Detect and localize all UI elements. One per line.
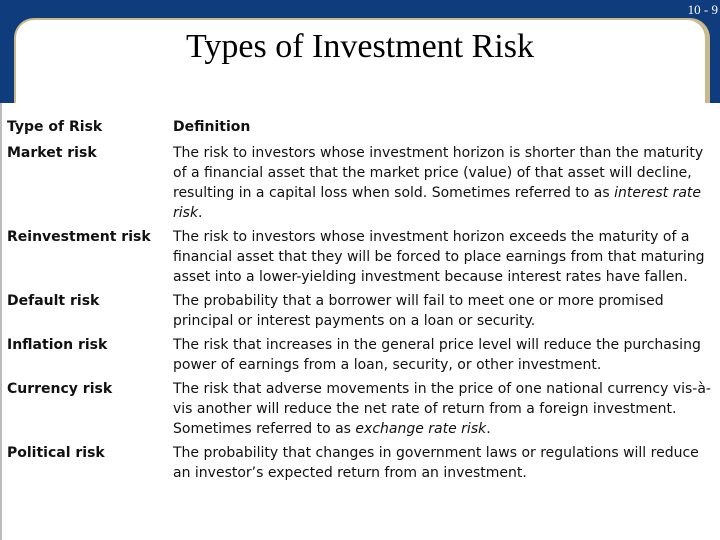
table-row bbox=[7, 143, 713, 227]
risk-type: Currency risk bbox=[7, 381, 113, 397]
risk-definition bbox=[173, 143, 713, 227]
slide-number: 10 - 9 bbox=[687, 2, 718, 17]
table-row bbox=[7, 443, 713, 487]
definition-text: The probability that changes in government laws or regulations will reduce an investor’s expected return from an investment. bbox=[173, 445, 699, 481]
risk-definition bbox=[173, 443, 713, 487]
definition-text: The risk that adverse movements in the price of one national currency vis-à-vis another will reduce the net rate of return from a foreign investment. Sometimes referred to as bbox=[173, 381, 711, 437]
header-type-of-risk: Type of Risk bbox=[7, 119, 103, 135]
definition-text: The risk to investors whose investment horizon exceeds the maturity of a financial asset that they will be forced to place earnings from that maturing asset into a lower-yielding investment because interest rates have fallen. bbox=[173, 229, 705, 285]
table-row bbox=[7, 335, 713, 379]
risk-table-container bbox=[0, 103, 720, 540]
risk-type: Reinvestment risk bbox=[7, 229, 151, 245]
risk-definition bbox=[173, 227, 713, 291]
risk-type: Inflation risk bbox=[7, 337, 108, 353]
table-row bbox=[7, 379, 713, 443]
definition-tail: . bbox=[198, 205, 203, 221]
header-definition: Definition bbox=[173, 119, 251, 135]
risk-definition bbox=[173, 335, 713, 379]
table-row bbox=[7, 291, 713, 335]
definition-text: The probability that a borrower will fail to meet one or more promised principal or interest payments on a loan or security. bbox=[173, 293, 664, 329]
definition-emphasis: interest rate risk bbox=[173, 185, 702, 221]
risk-table bbox=[7, 103, 713, 487]
risk-definition bbox=[173, 379, 713, 443]
risk-type: Default risk bbox=[7, 293, 100, 309]
definition-tail: . bbox=[486, 421, 491, 437]
risk-type: Political risk bbox=[7, 445, 105, 461]
risk-type: Market risk bbox=[7, 145, 97, 161]
definition-emphasis: exchange rate risk bbox=[355, 421, 487, 437]
risk-definition bbox=[173, 291, 713, 335]
table-header-row bbox=[7, 103, 713, 143]
definition-text: The risk to investors whose investment horizon is shorter than the maturity of a financial asset that the market price (value) of that asset will decline, resulting in a capital loss when sold. Sometimes referred to as bbox=[173, 145, 704, 201]
slide-title: Types of Investment Risk bbox=[186, 28, 534, 65]
table-row bbox=[7, 227, 713, 291]
definition-text: The risk that increases in the general price level will reduce the purchasing power of earnings from a loan, security, or other investment. bbox=[173, 337, 701, 373]
